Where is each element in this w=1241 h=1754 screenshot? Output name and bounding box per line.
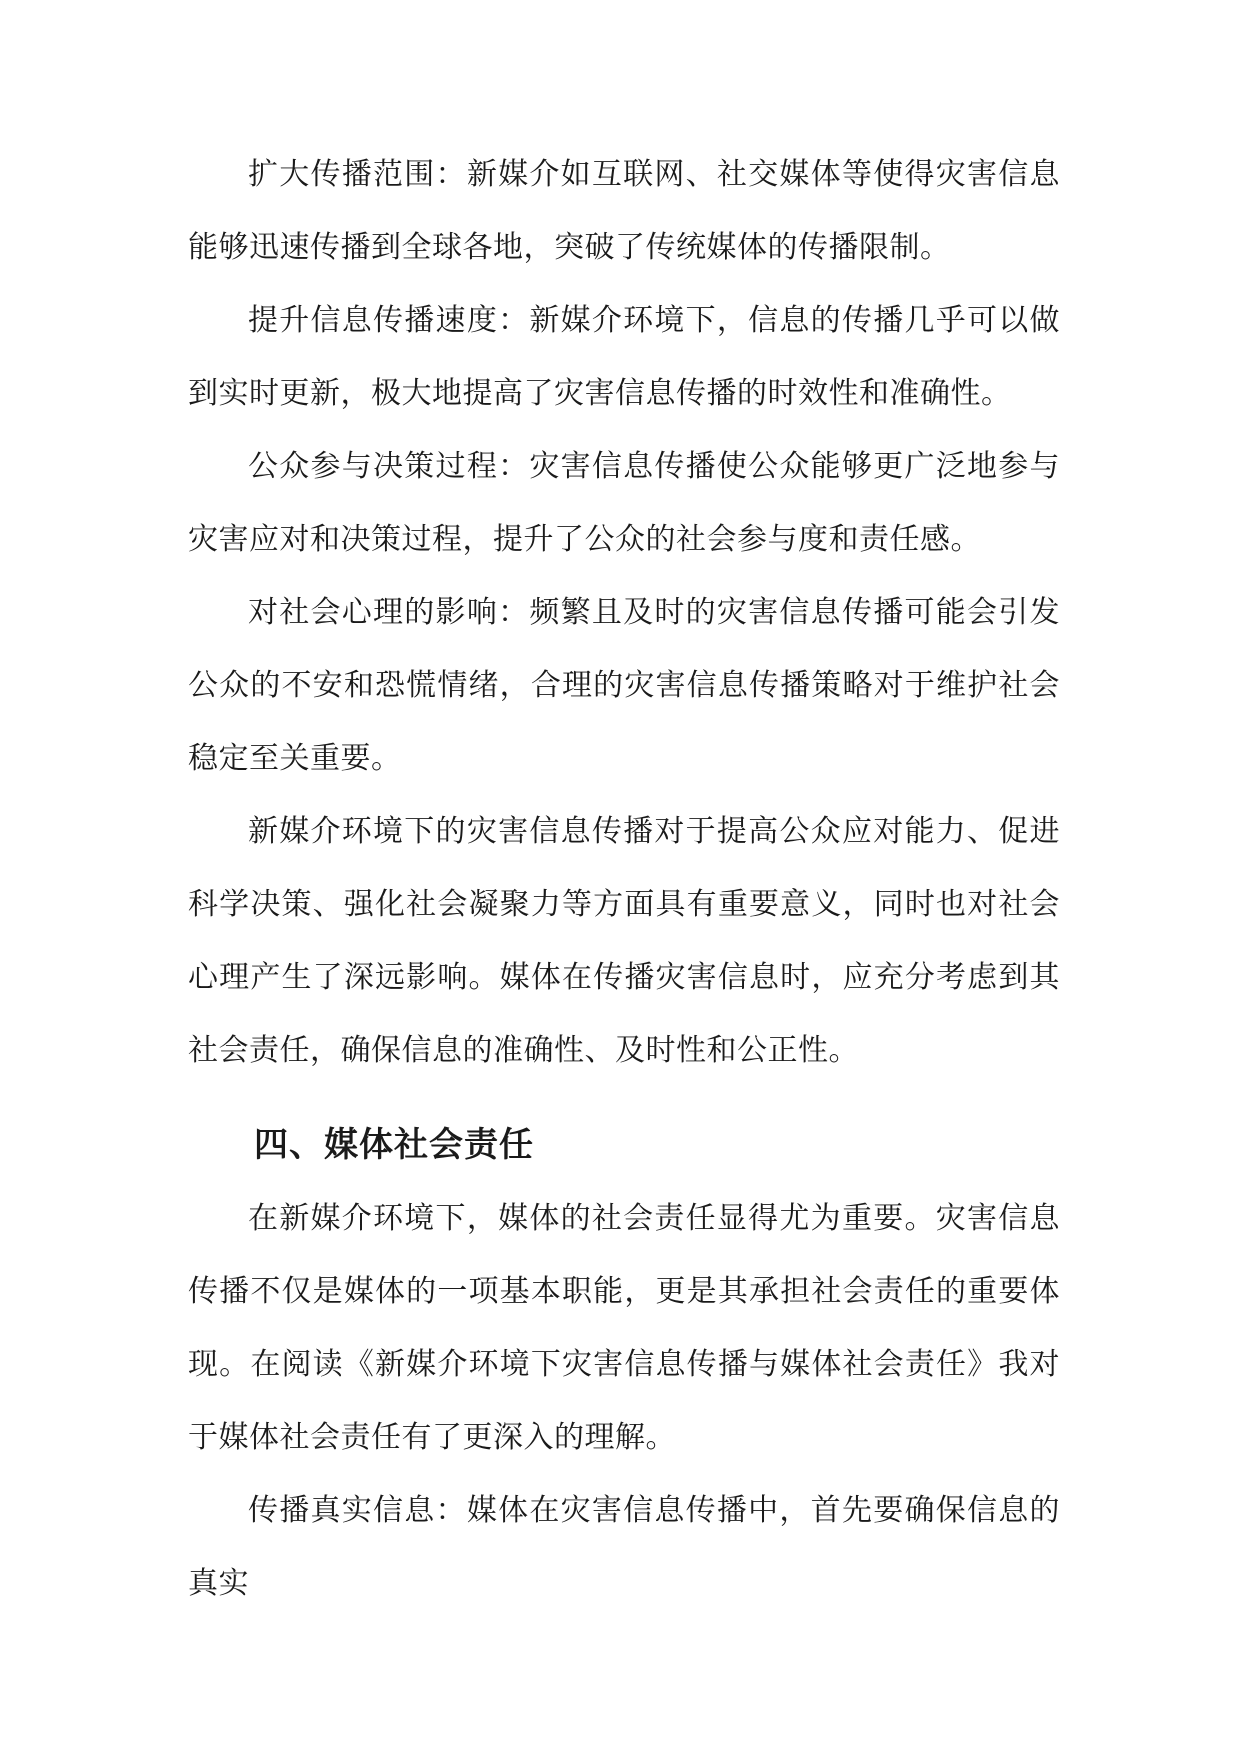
paragraph-expand-reach: 扩大传播范围：新媒介如互联网、社交媒体等使得灾害信息能够迅速传播到全球各地，突破了传统媒体的传播限制。 (188, 157, 1060, 265)
section-heading: 四、媒体社会责任 (254, 1125, 534, 1165)
document-page (188, 138, 1060, 1620)
paragraph-true-information: 传播真实信息：媒体在灾害信息传播中，首先要确保信息的真实 (188, 1493, 1060, 1601)
paragraph-summary: 新媒介环境下的灾害信息传播对于提高公众应对能力、促进科学决策、强化社会凝聚力等方面具有重要意义，同时也对社会心理产生了深远影响。媒体在传播灾害信息时，应充分考虑到其社会责任，确保信息的准确性、及时性和公正性。 (188, 814, 1060, 1068)
paragraph-media-responsibility: 在新媒介环境下，媒体的社会责任显得尤为重要。灾害信息传播不仅是媒体的一项基本职能，更是其承担社会责任的重要体现。在阅读《新媒介环境下灾害信息传播与媒体社会责任》我对于媒体社会责任有了更深入的理解。 (188, 1201, 1060, 1455)
paragraph-social-psychology: 对社会心理的影响：频繁且及时的灾害信息传播可能会引发公众的不安和恐慌情绪，合理的灾害信息传播策略对于维护社会稳定至关重要。 (188, 595, 1060, 776)
paragraph-public-participation: 公众参与决策过程：灾害信息传播使公众能够更广泛地参与灾害应对和决策过程，提升了公众的社会参与度和责任感。 (188, 449, 1060, 557)
paragraph-speed: 提升信息传播速度：新媒介环境下，信息的传播几乎可以做到实时更新，极大地提高了灾害信息传播的时效性和准确性。 (188, 303, 1060, 411)
